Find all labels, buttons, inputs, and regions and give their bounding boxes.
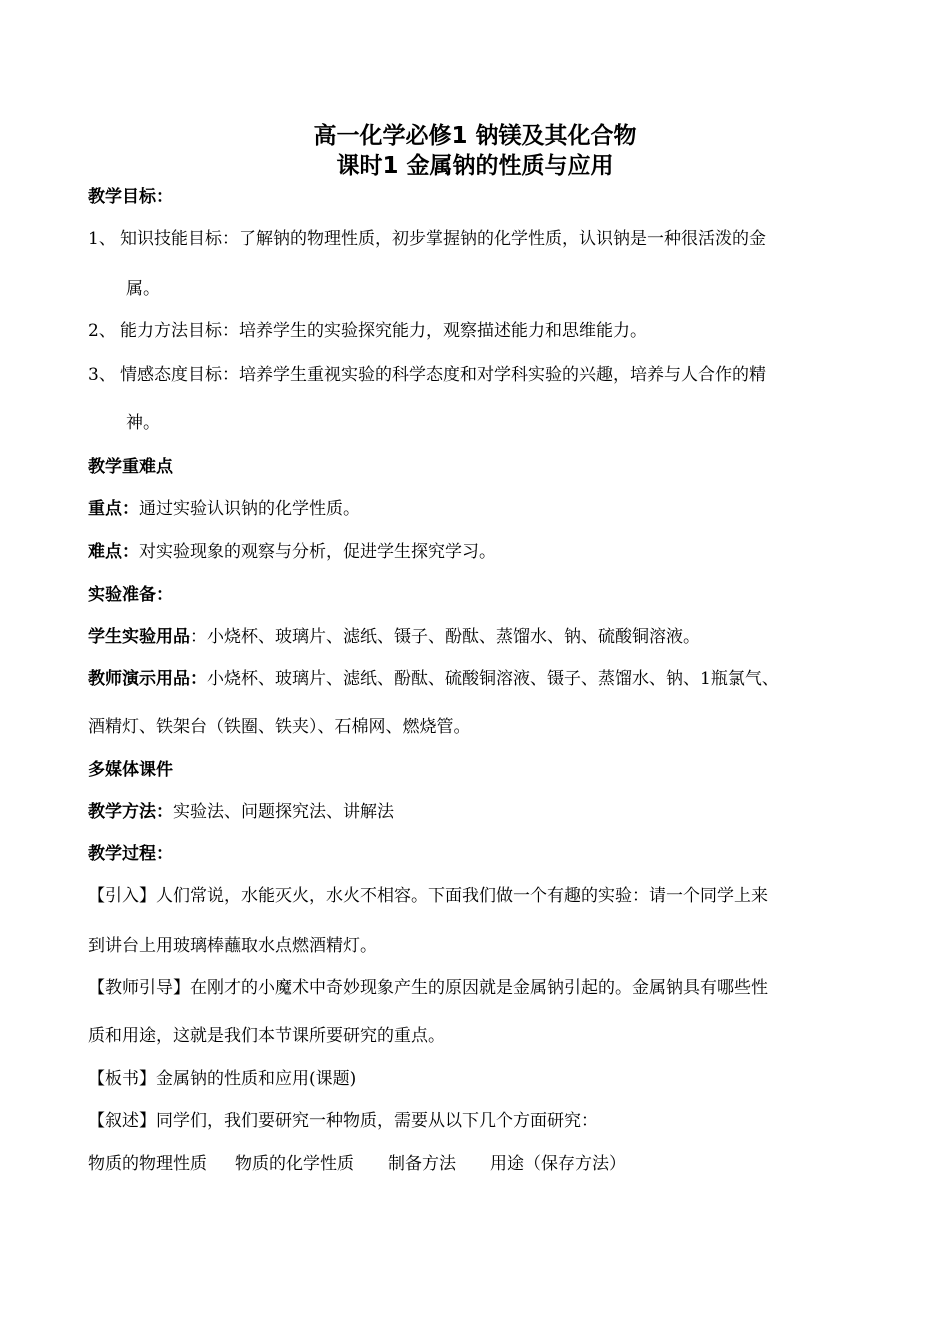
- key-point-label: 重点：: [88, 499, 139, 519]
- aspect-item: 物质的化学性质: [235, 1154, 354, 1174]
- aspect-item: 用途（保存方法）: [490, 1154, 626, 1174]
- multimedia-label: 多媒体课件: [88, 760, 173, 780]
- objective-item-3: [88, 364, 766, 386]
- process-intro: 【引入】人们常说，水能灭火，水火不相容。下面我们做一个有趣的实验：请一个同学上来: [88, 886, 768, 906]
- process-intro-continued: 到讲台上用玻璃棒蘸取水点燃酒精灯。: [88, 936, 377, 956]
- process-guide: 【教师引导】在刚才的小魔术中奇妙现象产生的原因就是金属钠引起的。金属钠具有哪些性: [88, 978, 768, 998]
- teaching-method-label: 教学方法：: [88, 802, 173, 822]
- process-heading: 教学过程：: [88, 844, 173, 864]
- teacher-materials-continued: 酒精灯、铁架台（铁圈、铁夹）、石棉网、燃烧管。: [88, 717, 471, 737]
- teaching-method: [88, 801, 394, 823]
- objective-number: 2、: [88, 321, 116, 341]
- aspects-list: [88, 1153, 626, 1175]
- lesson-subtitle: 课时1 金属钠的性质与应用: [336, 153, 614, 179]
- objective-text: 情感态度目标：培养学生重视实验的科学态度和对学科实验的兴趣，培养与人合作的精: [120, 365, 766, 385]
- objective-item-3-continued: 神。: [126, 413, 160, 433]
- teaching-method-text: 实验法、问题探究法、讲解法: [173, 802, 394, 822]
- student-materials-text: ：小烧杯、玻璃片、滤纸、镊子、酚酞、蒸馏水、钠、硫酸铜溶液。: [190, 627, 700, 647]
- student-materials: [88, 626, 700, 648]
- objective-text: 能力方法目标：培养学生的实验探究能力，观察描述能力和思维能力。: [120, 321, 647, 341]
- objective-number: 1、: [88, 229, 116, 249]
- teacher-materials-label: 教师演示用品：: [88, 669, 207, 689]
- process-narrate: 【叙述】同学们，我们要研究一种物质，需要从以下几个方面研究：: [88, 1111, 598, 1131]
- difficulty-heading: 教学重难点: [88, 457, 173, 477]
- objective-item-1-continued: 属。: [126, 279, 160, 299]
- hard-point-label: 难点：: [88, 542, 139, 562]
- objective-number: 3、: [88, 365, 116, 385]
- objective-text: 知识技能目标：了解钠的物理性质，初步掌握钠的化学性质，认识钠是一种很活泼的金: [120, 229, 766, 249]
- objective-item-1: [88, 228, 766, 250]
- teacher-materials: [88, 668, 779, 690]
- aspect-item: 物质的物理性质: [88, 1154, 207, 1174]
- process-guide-continued: 质和用途，这就是我们本节课所要研究的重点。: [88, 1026, 445, 1046]
- teacher-materials-text: 小烧杯、玻璃片、滤纸、酚酞、硫酸铜溶液、镊子、蒸馏水、钠、1瓶氯气、: [207, 669, 779, 689]
- process-board: 【板书】金属钠的性质和应用(课题): [88, 1069, 357, 1089]
- key-point: [88, 498, 360, 520]
- aspect-item: 制备方法: [388, 1154, 456, 1174]
- preparation-heading: 实验准备：: [88, 585, 173, 605]
- document-title: 高一化学必修1 钠镁及其化合物: [313, 123, 637, 149]
- hard-point: [88, 541, 496, 563]
- hard-point-text: 对实验现象的观察与分析，促进学生探究学习。: [139, 542, 496, 562]
- objective-item-2: [88, 320, 647, 342]
- key-point-text: 通过实验认识钠的化学性质。: [139, 499, 360, 519]
- objectives-heading: 教学目标：: [88, 187, 173, 207]
- student-materials-label: 学生实验用品: [88, 627, 190, 647]
